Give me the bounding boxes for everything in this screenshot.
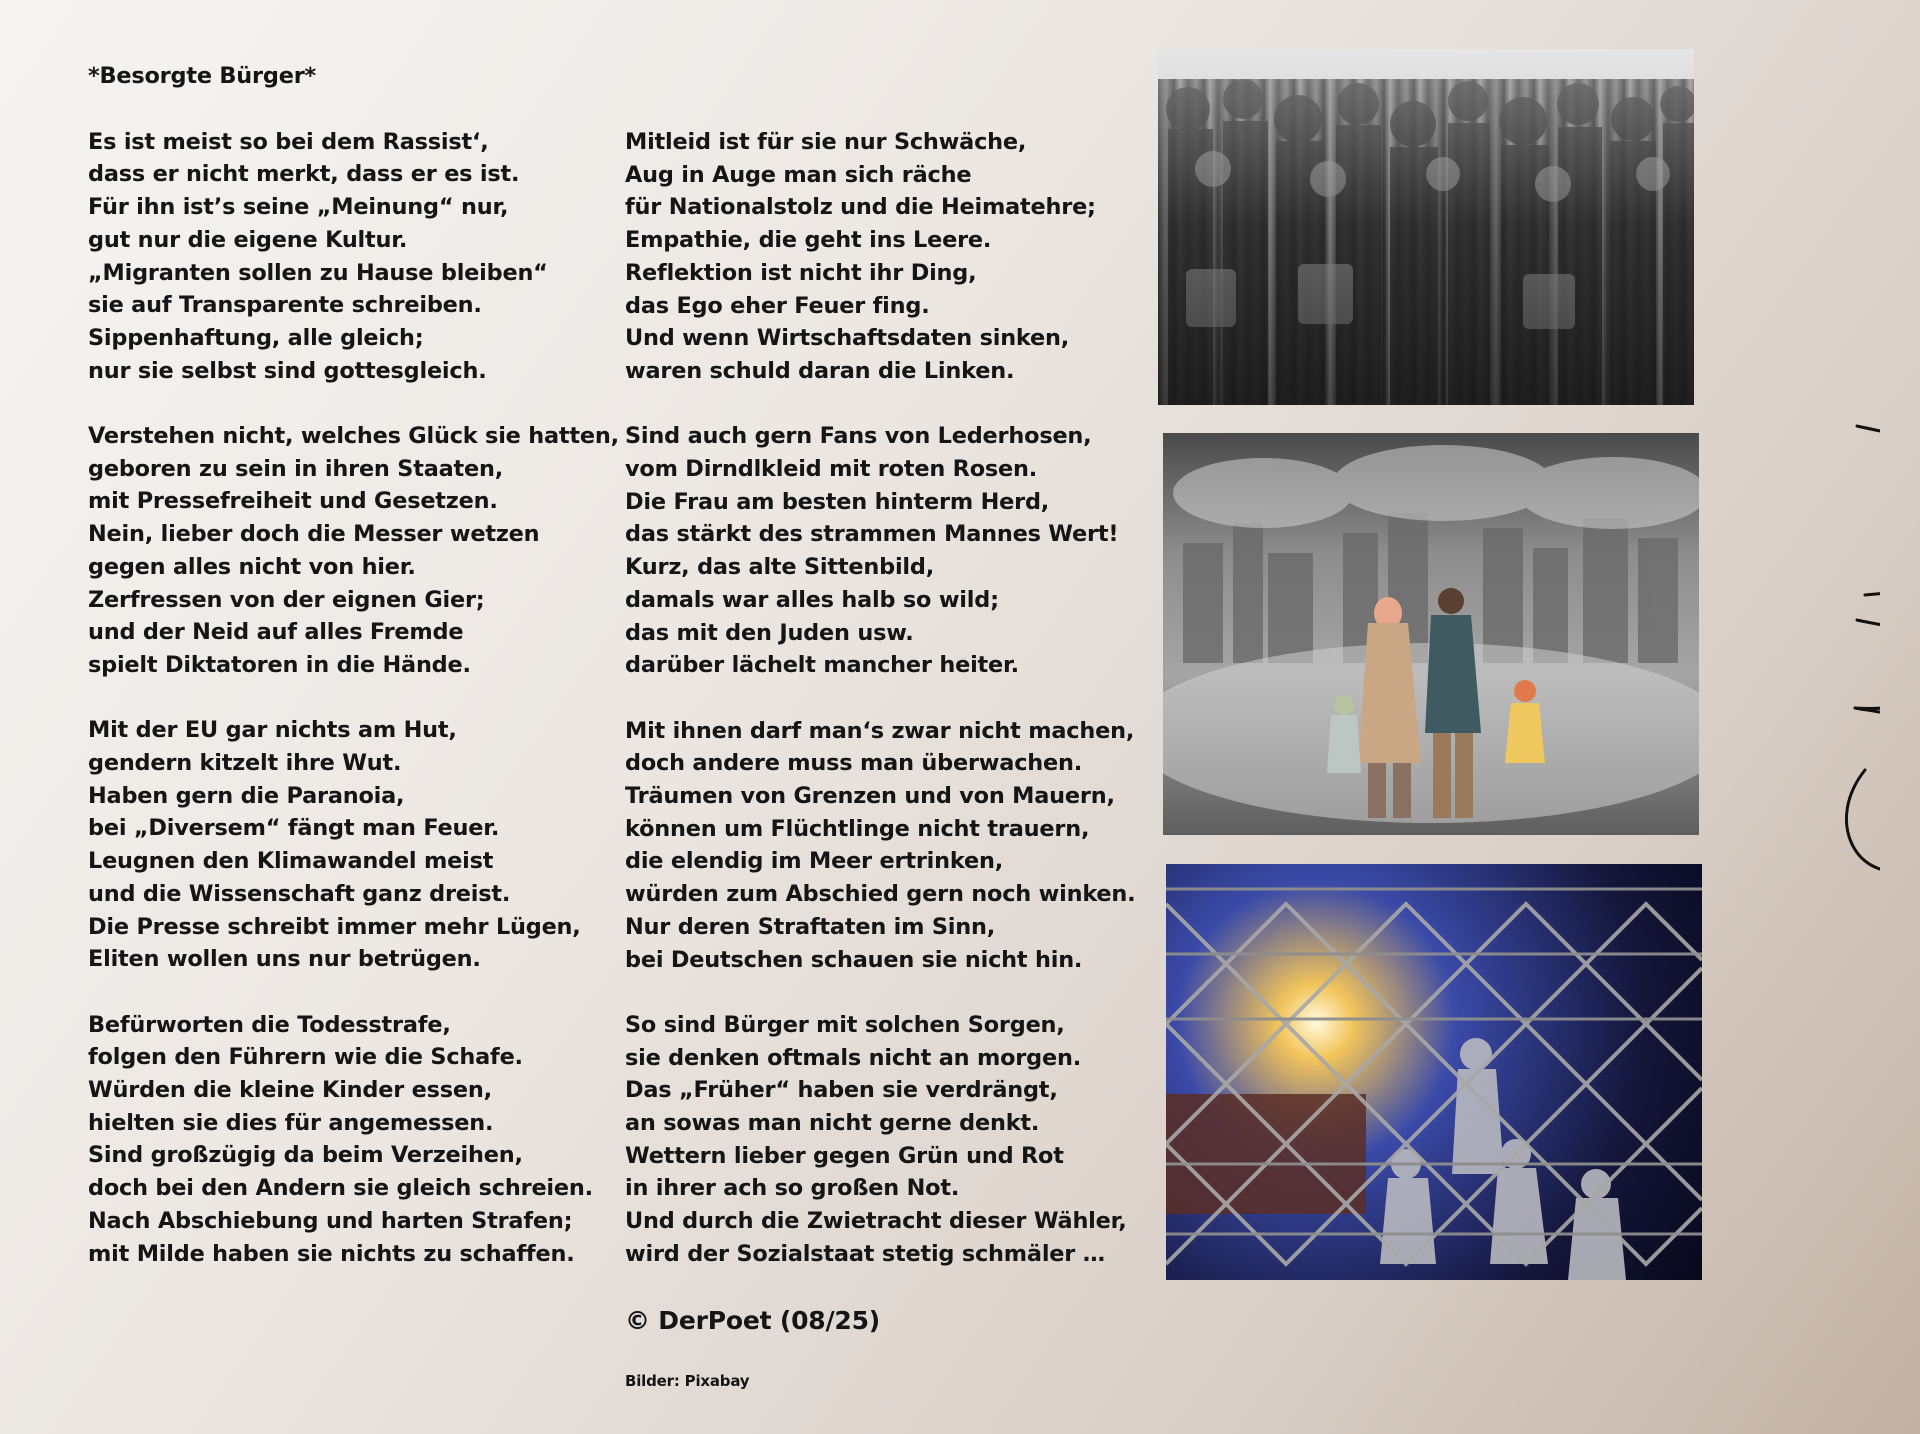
- poem-line: für Nationalstolz und die Heimatehre;: [625, 194, 1096, 221]
- stanza: [88, 126, 608, 388]
- poem-line: folgen den Führern wie die Schafe.: [88, 1044, 523, 1071]
- poem-title: *Besorgte Bürger*: [88, 63, 317, 89]
- poem-line: waren schuld daran die Linken.: [625, 357, 1015, 384]
- poem-line: Haben gern die Paranoia,: [88, 782, 405, 809]
- poem-line: Nur deren Straftaten im Sinn,: [625, 913, 996, 940]
- poem-line: in ihrer ach so großen Not.: [625, 1175, 960, 1202]
- poem-line: Mit ihnen darf man‘s zwar nicht machen,: [625, 717, 1135, 744]
- poem-line: und der Neid auf alles Fremde: [88, 619, 464, 646]
- crowd-sculpture-photo: [1158, 49, 1694, 405]
- poem-line: an sowas man nicht gerne denkt.: [625, 1110, 1040, 1137]
- image-credit: Bilder: Pixabay: [625, 1372, 750, 1391]
- poem-line: gegen alles nicht von hier.: [88, 553, 416, 580]
- poem-line: sie denken oftmals nicht an morgen.: [625, 1044, 1081, 1071]
- poem-line: damals war alles halb so wild;: [625, 586, 999, 613]
- poem-line: hielten sie dies für angemessen.: [88, 1109, 494, 1136]
- poem-line: Befürworten die Todesstrafe,: [88, 1011, 451, 1038]
- poem-line: Empathie, die geht ins Leere.: [625, 227, 992, 254]
- poem-line: geboren zu sein in ihren Staaten,: [88, 455, 504, 482]
- poem-line: würden zum Abschied gern noch winken.: [625, 881, 1136, 908]
- poem-line: doch bei den Andern sie gleich schreien.: [88, 1175, 593, 1202]
- poem-line: und die Wissenschaft ganz dreist.: [88, 880, 511, 907]
- poem-line: Leugnen den Klimawandel meist: [88, 848, 494, 875]
- stanza: [625, 420, 1145, 682]
- poem-line: darüber lächelt mancher heiter.: [625, 652, 1019, 679]
- poem-line: das stärkt des strammen Mannes Wert!: [625, 521, 1119, 548]
- poem-line: Die Presse schreibt immer mehr Lügen,: [88, 913, 581, 940]
- poem-line: gut nur die eigene Kultur.: [88, 226, 408, 253]
- poem-line: Nach Abschiebung und harten Strafen;: [88, 1207, 573, 1234]
- poem-line: Für ihn ist’s seine „Meinung“ nur,: [88, 194, 509, 221]
- poem-line: bei „Diversem“ fängt man Feuer.: [88, 815, 500, 842]
- poem-line: bei Deutschen schauen sie nicht hin.: [625, 946, 1083, 973]
- poem-line: Zerfressen von der eignen Gier;: [88, 586, 485, 613]
- stanza: [625, 126, 1145, 388]
- poem-line: Würden die kleine Kinder essen,: [88, 1077, 492, 1104]
- stanza: [625, 715, 1145, 977]
- poem-line: Mit der EU gar nichts am Hut,: [88, 717, 457, 744]
- stanza: [88, 1009, 608, 1271]
- poem-line: Reflektion ist nicht ihr Ding,: [625, 259, 977, 286]
- poem-line: das mit den Juden usw.: [625, 619, 914, 646]
- poem-line: wird der Sozialstaat stetig schmäler …: [625, 1240, 1105, 1267]
- poem-line: „Migranten sollen zu Hause bleiben“: [88, 259, 548, 286]
- poem-line: vom Dirndlkleid mit roten Rosen.: [625, 456, 1038, 483]
- poem-line: Die Frau am besten hinterm Herd,: [625, 488, 1050, 515]
- poem-line: So sind Bürger mit solchen Sorgen,: [625, 1011, 1065, 1038]
- refugee-family-ruined-city-photo: [1163, 433, 1699, 835]
- poem-line: doch andere muss man überwachen.: [625, 750, 1083, 777]
- poem-line: Wettern lieber gegen Grün und Rot: [625, 1142, 1064, 1169]
- left-stanzas: [88, 126, 619, 1271]
- barbed-wire-fence-figures-photo: [1166, 864, 1702, 1280]
- right-stanzas: [625, 126, 1145, 1271]
- poem-line: Nein, lieber doch die Messer wetzen: [88, 521, 540, 548]
- stanza: [88, 420, 619, 682]
- stanza: [625, 1009, 1145, 1271]
- poem-line: dass er nicht merkt, dass er es ist.: [88, 161, 520, 188]
- poem-line: das Ego eher Feuer fing.: [625, 292, 930, 319]
- signature-logo: [1720, 420, 1880, 894]
- poem-line: Sippenhaftung, alle gleich;: [88, 324, 424, 351]
- poem-line: Aug in Auge man sich räche: [625, 161, 972, 188]
- poem-line: gendern kitzelt ihre Wut.: [88, 750, 402, 777]
- poem-line: Das „Früher“ haben sie verdrängt,: [625, 1077, 1058, 1104]
- poem-line: Sind großzügig da beim Verzeihen,: [88, 1142, 523, 1169]
- poem-column-left: [88, 60, 619, 1303]
- poem-line: Und wenn Wirtschaftsdaten sinken,: [625, 325, 1070, 352]
- poem-line: können um Flüchtlinge nicht trauern,: [625, 815, 1090, 842]
- poem-line: Und durch die Zwietracht dieser Wähler,: [625, 1208, 1127, 1235]
- poem-column-right: [625, 126, 1145, 1398]
- stanza: [88, 714, 608, 976]
- poem-line: sie auf Transparente schreiben.: [88, 292, 482, 319]
- poem-line: Verstehen nicht, welches Glück sie hatten,: [88, 423, 619, 450]
- poem-line: mit Pressefreiheit und Gesetzen.: [88, 488, 498, 515]
- poem-line: Eliten wollen uns nur betrügen.: [88, 946, 481, 973]
- poem-line: mit Milde haben sie nichts zu schaffen.: [88, 1240, 575, 1267]
- poem-line: Mitleid ist für sie nur Schwäche,: [625, 129, 1027, 155]
- poem-line: die elendig im Meer ertrinken,: [625, 848, 1003, 875]
- poem-line: Träumen von Grenzen und von Mauern,: [625, 783, 1115, 810]
- poem-line: Kurz, das alte Sittenbild,: [625, 554, 935, 581]
- poem-line: Es ist meist so bei dem Rassist‘,: [88, 128, 489, 155]
- poem-line: spielt Diktatoren in die Hände.: [88, 651, 471, 678]
- poem-line: Sind auch gern Fans von Lederhosen,: [625, 423, 1092, 450]
- copyright-notice: © DerPoet (08/25): [625, 1305, 881, 1335]
- poem-line: nur sie selbst sind gottesgleich.: [88, 357, 487, 384]
